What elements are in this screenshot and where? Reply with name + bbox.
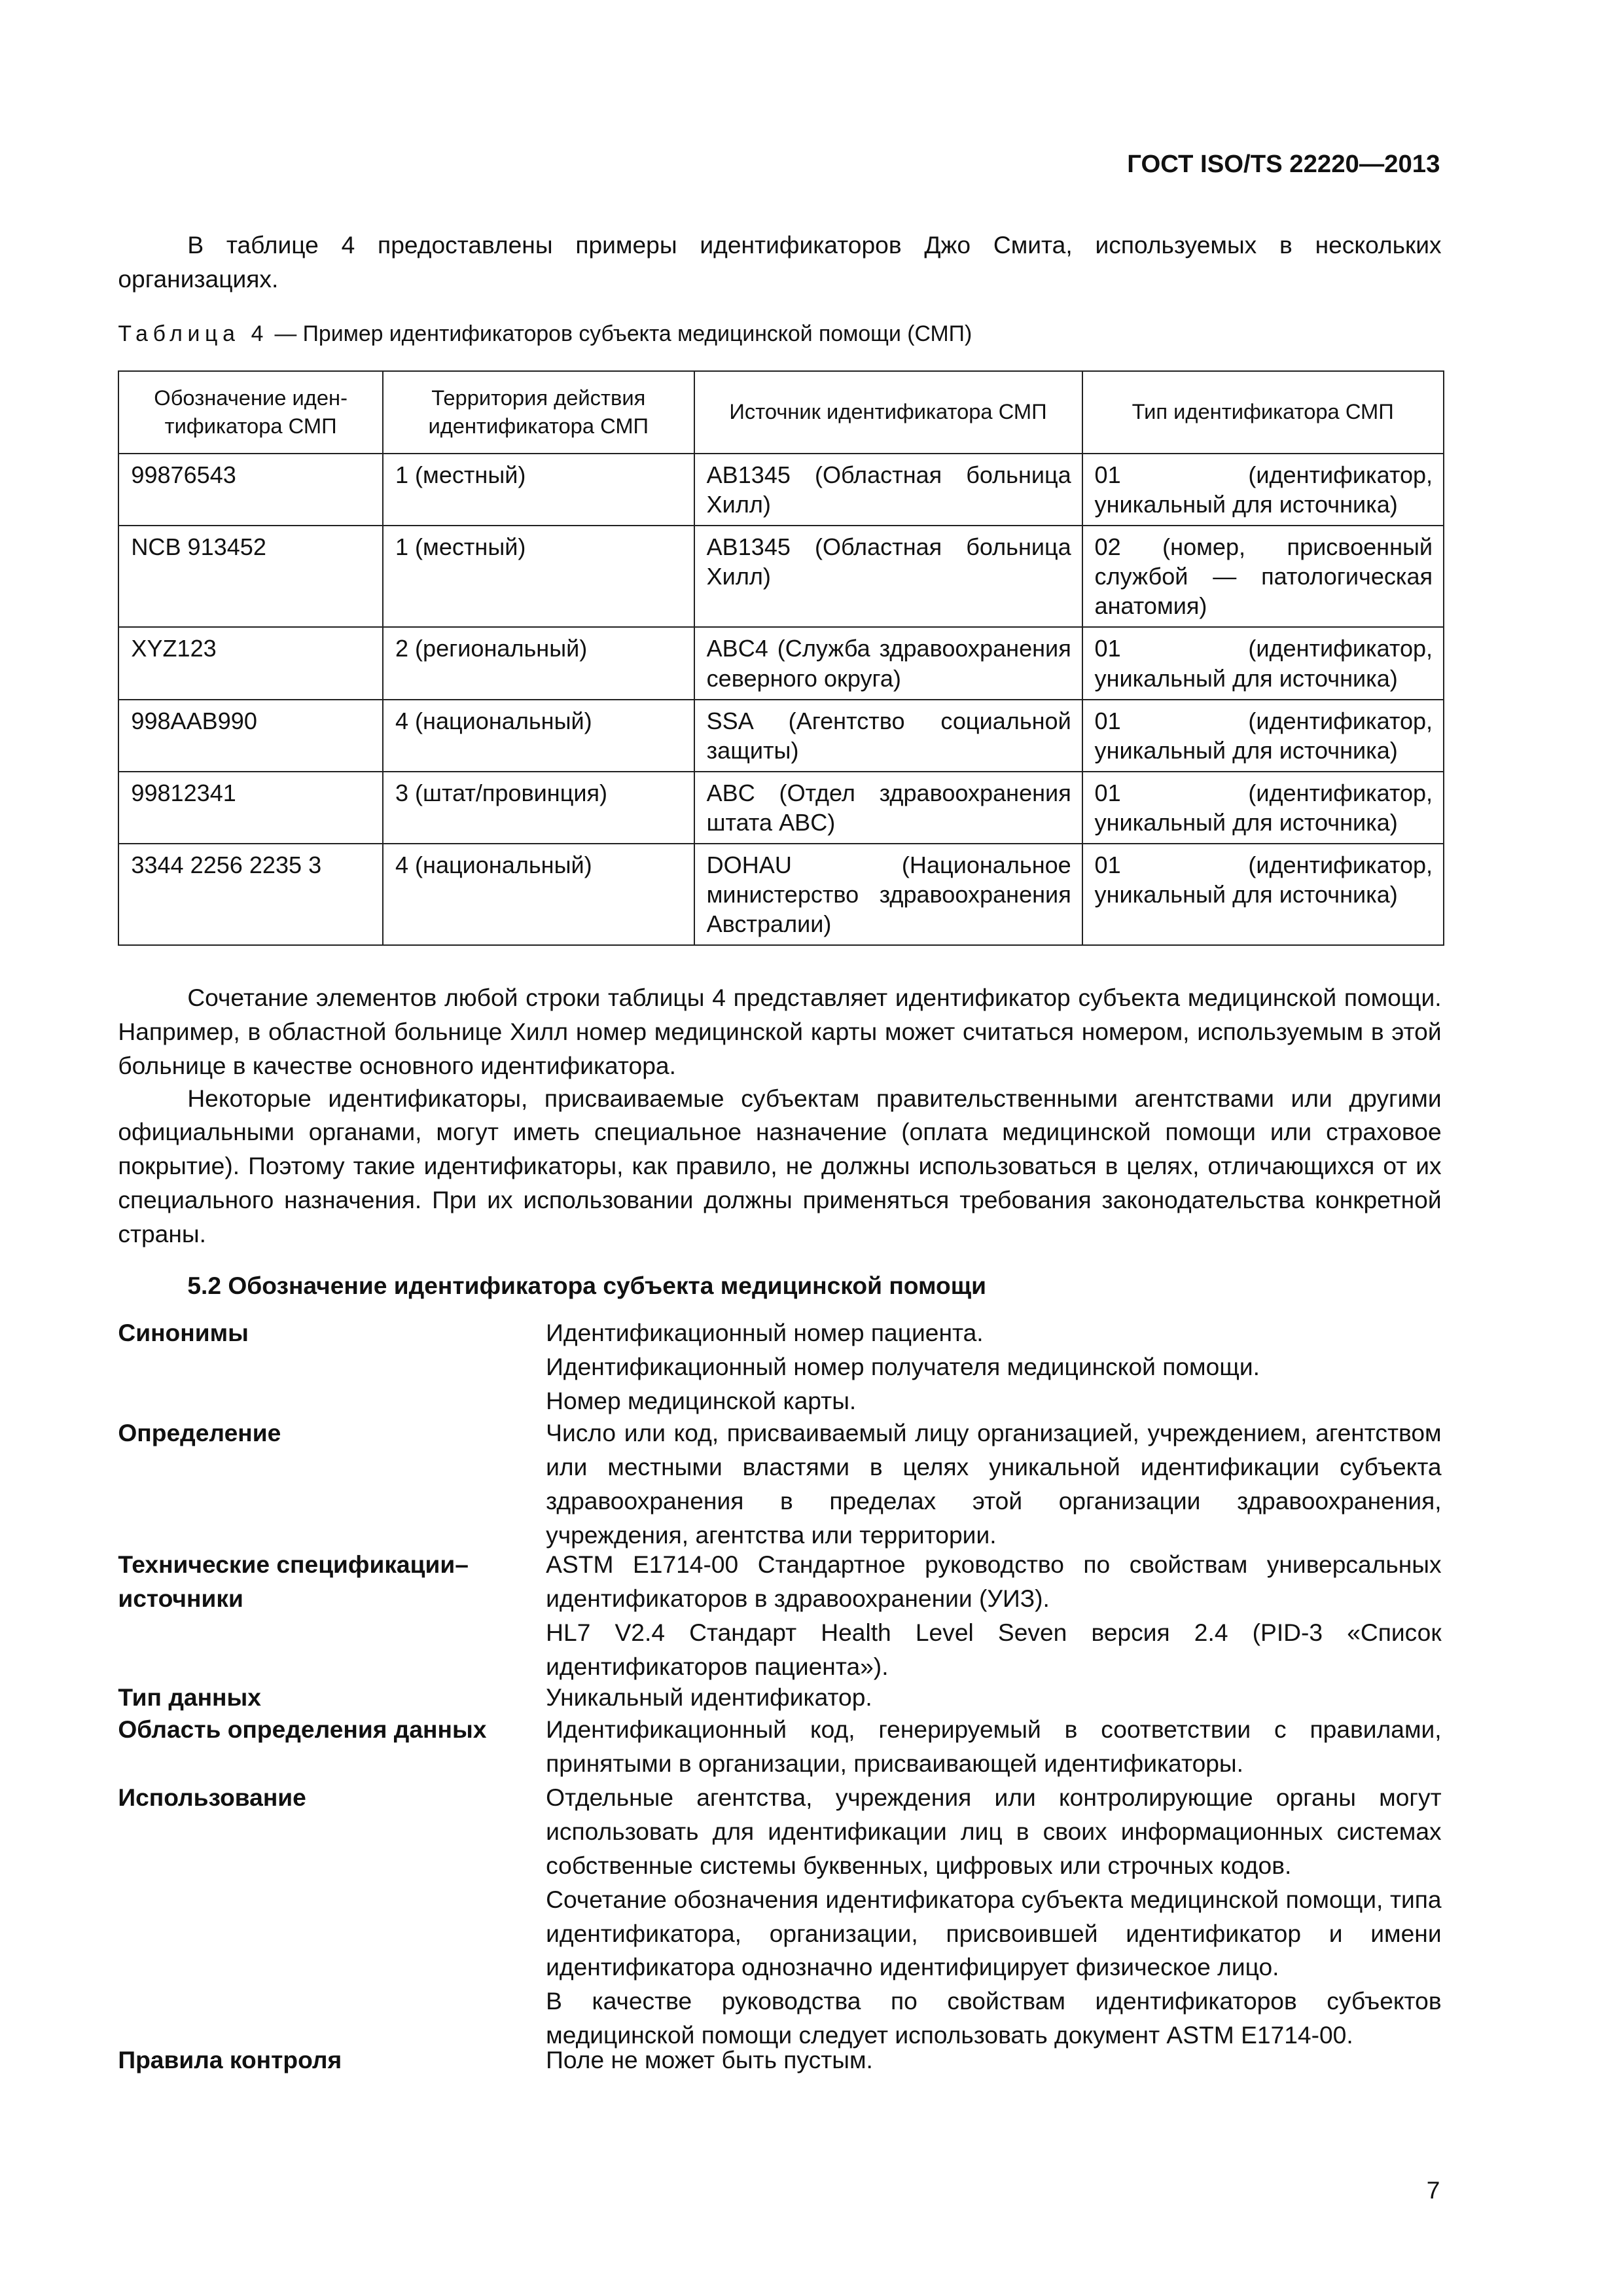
body-paragraph: Некоторые идентификаторы, присваиваемые субъектам правительственными агентствами или другими официальными органами, могут иметь специальное назначение (оплата медицинской помощи или страховое покрытие). Поэтому такие идентификаторы, как правило, не должны использоваться в целях, отличающихся от их специального назначения. При их использовании должны применяться требования законодательства конкретной страны. (118, 1084, 1442, 1247)
definition-term: Тип данных (118, 1683, 261, 1711)
table-cell: 99812341 (118, 772, 383, 844)
table-header-cell: Территория действия идентификатора СМП (383, 371, 694, 454)
table-row (118, 772, 1444, 844)
definition-value (546, 1316, 1441, 1418)
table-row (118, 700, 1444, 772)
table-header-cell: Источник идентификатора СМП (694, 371, 1082, 454)
definition-term: Использование (118, 1784, 306, 1812)
page-number: 7 (1426, 2176, 1440, 2204)
table-cell: 4 (национальный) (383, 844, 694, 945)
table-cell: SSA (Агентство социальной защиты) (694, 700, 1082, 772)
table-cell: АВ1345 (Областная больница Хилл) (694, 454, 1082, 526)
definition-term: Правила контроля (118, 2046, 342, 2074)
table-header-cell: Обозначение иден- тификатора СМП (118, 371, 383, 454)
table-cell: ABC (Отдел здравоохранения штата ABC) (694, 772, 1082, 844)
definition-line: Отдельные агентства, учреждения или контролирующие органы могут использовать для идентификации лиц в своих информационных системах собственные системы буквенных, цифровых или строчных кодов. (546, 1784, 1442, 1879)
table-header-row (118, 371, 1444, 454)
definition-line: Поле не может быть пустым. (546, 2046, 873, 2074)
table-cell: ABC4 (Служба здравоохранения северного округа) (694, 627, 1082, 699)
definition-term: Область определения данных (118, 1715, 487, 1744)
table-cell: 01 (идентификатор, уникальный для источника) (1082, 700, 1444, 772)
definition-value (546, 1713, 1441, 1781)
table-cell: 02 (номер, присвоенный службой — патологическая анатомия) (1082, 526, 1444, 627)
table-cell: 01 (идентификатор, уникальный для источника) (1082, 772, 1444, 844)
table-cell: 01 (идентификатор, уникальный для источника) (1082, 627, 1444, 699)
table-header-cell: Тип идентификатора СМП (1082, 371, 1444, 454)
table-cell: 4 (национальный) (383, 700, 694, 772)
definition-line: Уникальный идентификатор. (546, 1683, 872, 1711)
table-cell: 99876543 (118, 454, 383, 526)
table-cell: 1 (местный) (383, 526, 694, 627)
table-row (118, 454, 1444, 526)
definition-line: HL7 V2.4 Стандарт Health Level Seven версия 2.4 (PID-3 «Список идентификаторов пациента»). (546, 1618, 1442, 1680)
definition-line: Идентификационный номер получателя медицинской помощи. (546, 1352, 1260, 1380)
definition-line: Идентификационный номер пациента. (546, 1319, 984, 1346)
definition-line: ASTM E1714-00 Стандартное руководство по свойствам универсальных идентификаторов в здравоохранении (УИЗ). (546, 1550, 1442, 1612)
table-cell: 2 (региональный) (383, 627, 694, 699)
intro-paragraph: В таблице 4 предоставлены примеры идентификаторов Джо Смита, используемых в нескольких организациях. (118, 231, 1442, 293)
table-cell: 3 (штат/провинция) (383, 772, 694, 844)
table-row (118, 844, 1444, 945)
table-caption (118, 317, 972, 351)
definition-term: Синонимы (118, 1319, 249, 1346)
definition-value (546, 1548, 1441, 1683)
table-caption-label: Таблица 4 (118, 321, 269, 346)
body-paragraph: Сочетание элементов любой строки таблицы 4 представляет идентификатор субъекта медицинской помощи. Например, в областной больнице Хилл номер медицинской карты может считаться номером, используемым в этой больнице в качестве основного идентификатора. (118, 984, 1442, 1079)
definition-line: Сочетание обозначения идентификатора субъекта медицинской помощи, типа идентификатора, организации, присвоившей идентификатор и имени идентификатора однозначно идентифицирует физическое лицо. (546, 1885, 1442, 1981)
definition-term: Технические спецификации–источники (118, 1550, 469, 1612)
identifiers-table (118, 370, 1444, 946)
definition-value (546, 2043, 1441, 2077)
definition-value (546, 1781, 1441, 2053)
table-cell: 01 (идентификатор, уникальный для источника) (1082, 844, 1444, 945)
definition-line: Идентификационный код, генерируемый в соответствии с правилами, принятыми в организации, присваивающей идентификаторы. (546, 1715, 1442, 1778)
table-row (118, 627, 1444, 699)
table-cell: XYZ123 (118, 627, 383, 699)
definition-line: Число или код, присваиваемый лицу организацией, учреждением, агентством или местными властями в целях уникальной идентификации субъекта здравоохранения в пределах этой организации здравоохранения, учреждения, агентства или территории. (546, 1419, 1442, 1549)
definition-term: Определение (118, 1419, 281, 1447)
definition-value (546, 1681, 1441, 1715)
document-code: ГОСТ ISO/TS 22220—2013 (1127, 150, 1440, 179)
definition-value (546, 1416, 1441, 1552)
table-cell: 01 (идентификатор, уникальный для источника) (1082, 454, 1444, 526)
table-row (118, 526, 1444, 627)
table-cell: NCB 913452 (118, 526, 383, 627)
section-heading: 5.2 Обозначение идентификатора субъекта медицинской помощи (187, 1271, 986, 1299)
table-caption-text: — Пример идентификаторов субъекта медицинской помощи (СМП) (274, 321, 972, 346)
definition-line: В качестве руководства по свойствам идентификаторов субъектов медицинской помощи следует использовать документ ASTM E1714-00. (546, 1987, 1442, 2049)
table-cell: 998AAB990 (118, 700, 383, 772)
table-cell: АВ1345 (Областная больница Хилл) (694, 526, 1082, 627)
definition-line: Номер медицинской карты. (546, 1386, 857, 1414)
table-cell: 3344 2256 2235 3 (118, 844, 383, 945)
table-cell: DOHAU (Национальное министерство здравоохранения Австралии) (694, 844, 1082, 945)
table-cell: 1 (местный) (383, 454, 694, 526)
